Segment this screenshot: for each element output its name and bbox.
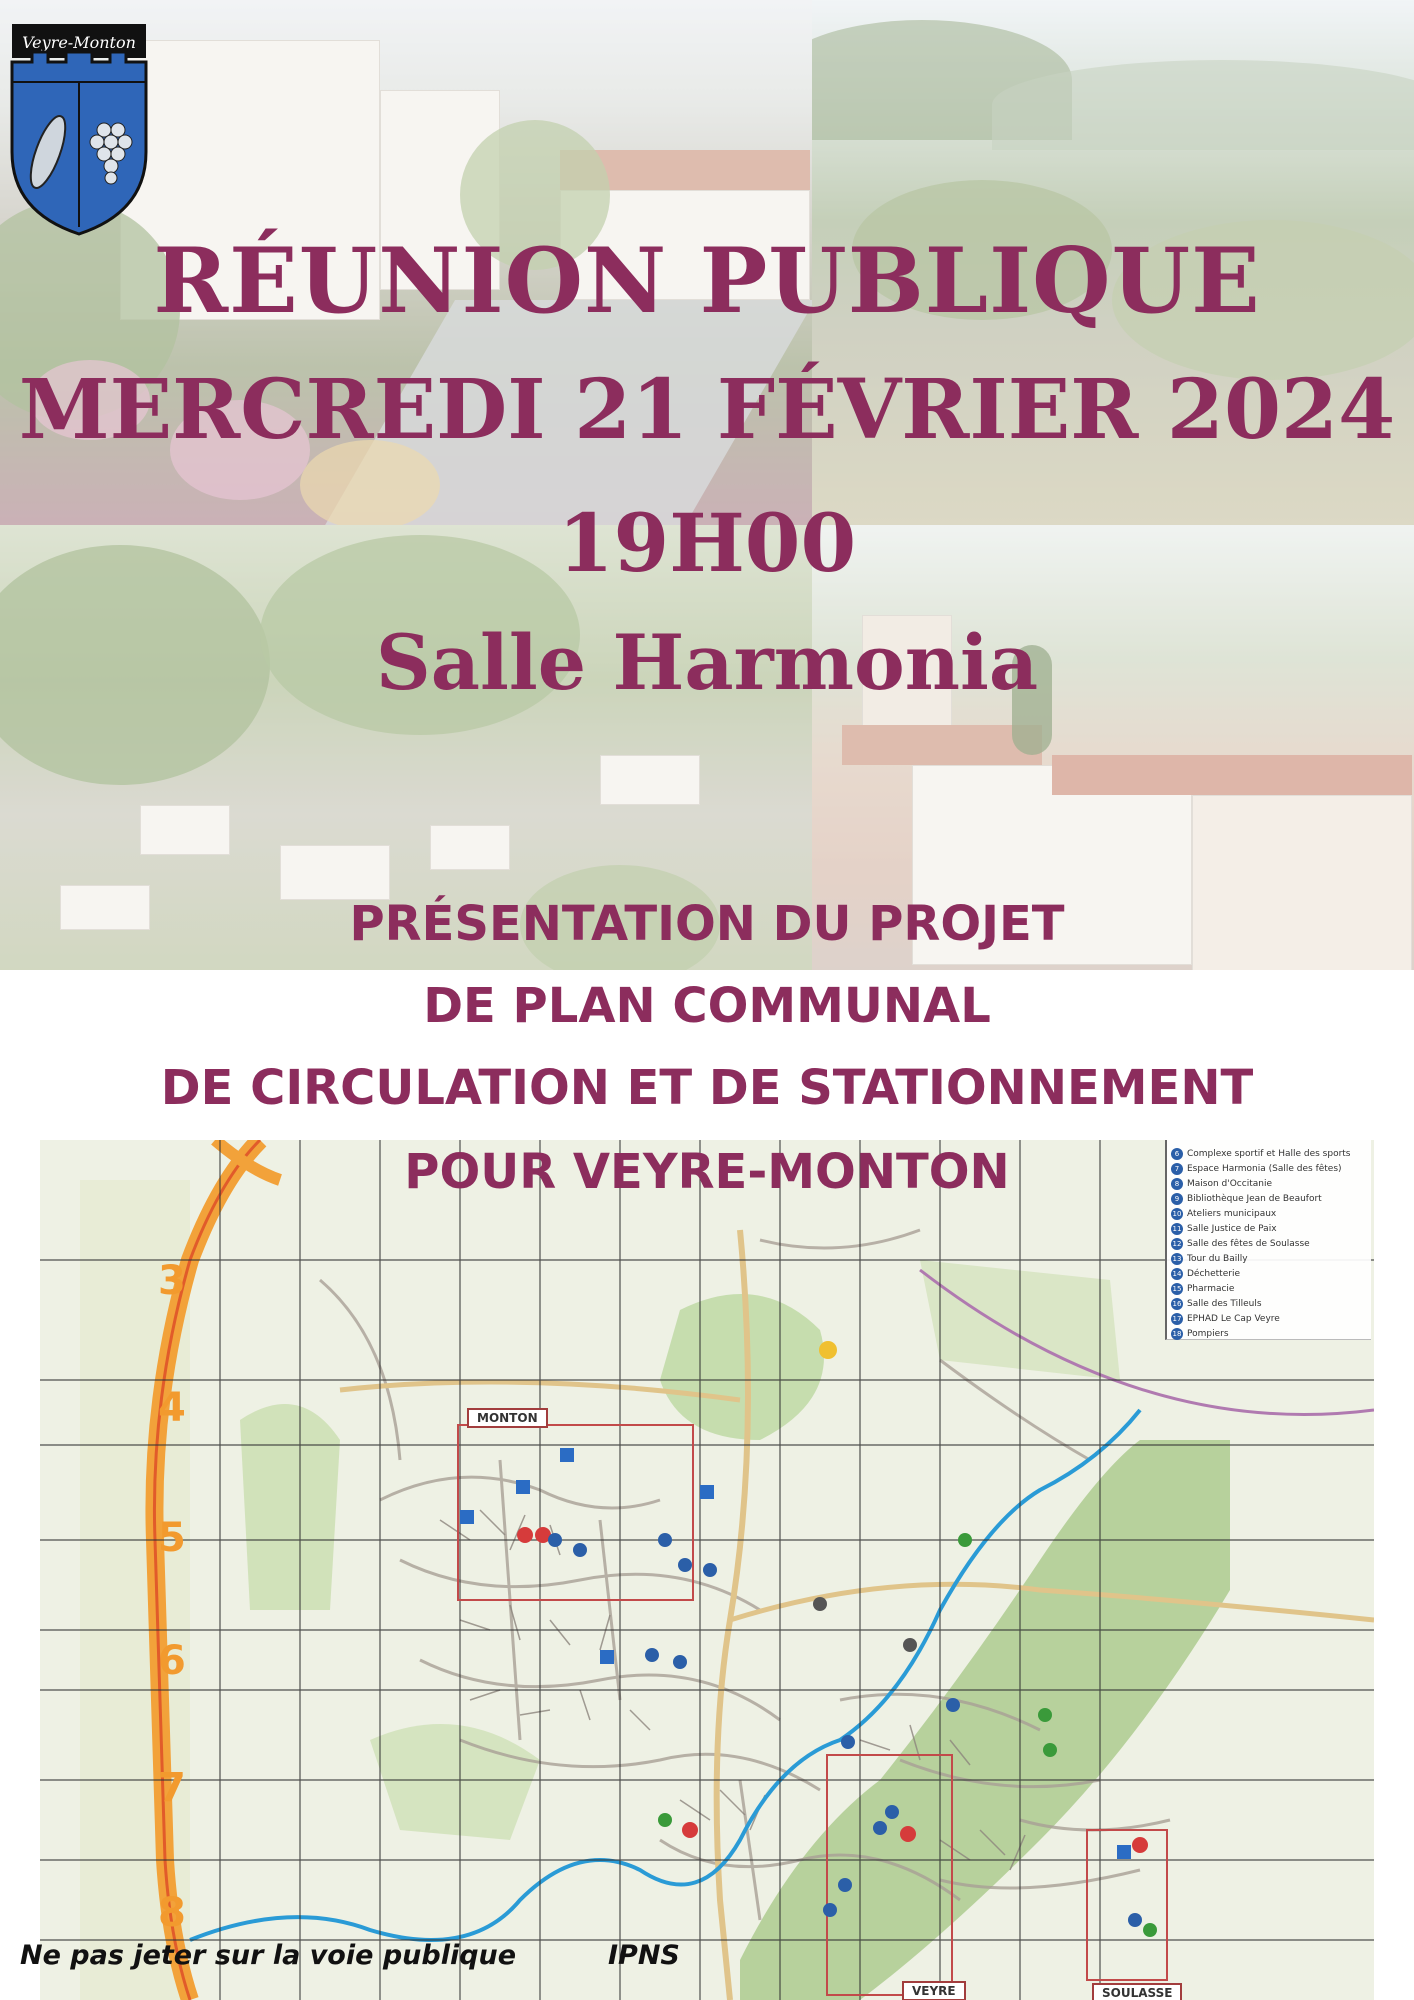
legend-item: 8 Maison d'Occitanie (1171, 1176, 1367, 1191)
map-row-number: 6 (158, 1638, 186, 1684)
legend-item: 17 EPHAD Le Cap Veyre (1172, 1313, 1280, 1324)
do-not-litter-notice: Ne pas jeter sur la voie publique (20, 1940, 517, 1971)
legend-item: 10 Ateliers municipaux (1172, 1208, 1277, 1219)
event-time: 19H00 (557, 496, 857, 590)
photo-collage (0, 0, 1414, 970)
event-date: MERCREDI 21 FÉVRIER 2024 (18, 362, 1396, 458)
legend-item: 11 Salle Justice de Paix (1172, 1223, 1277, 1234)
map-row-number: 4 (158, 1385, 186, 1431)
map-label-monton: MONTON (467, 1408, 548, 1428)
legend-item: 6 Complexe sportif et Halle des sports (1171, 1146, 1367, 1161)
town-crest (8, 22, 150, 236)
map-row-number: 8 (158, 1890, 186, 1936)
legend-item: 13 Tour du Bailly (1172, 1253, 1248, 1264)
subtitle-line-3: DE CIRCULATION ET DE STATIONNEMENT (160, 1060, 1254, 1116)
subtitle-line-1: PRÉSENTATION DU PROJET (349, 896, 1065, 952)
subtitle-line-2: DE PLAN COMMUNAL (423, 978, 991, 1034)
ipns-notice: IPNS (608, 1940, 680, 1971)
map-label-soulasse: SOULASSE (1092, 1983, 1182, 2000)
legend-item: 16 Salle des Tilleuls (1172, 1298, 1262, 1309)
legend-item: 9 Bibliothèque Jean de Beaufort (1171, 1191, 1367, 1206)
subtitle-line-4: POUR VEYRE-MONTON (404, 1144, 1010, 1200)
map-row-number: 3 (158, 1258, 186, 1304)
map-row-number: 7 (158, 1765, 186, 1811)
legend-item: 12 Salle des fêtes de Soulasse (1172, 1238, 1310, 1249)
event-title: RÉUNION PUBLIQUE (153, 228, 1261, 334)
legend-item: 15 Pharmacie (1172, 1283, 1235, 1294)
map-label-veyre: VEYRE (902, 1981, 966, 2000)
legend-item: 14 Déchetterie (1172, 1268, 1240, 1279)
event-venue: Salle Harmonia (375, 618, 1039, 707)
map-row-number: 5 (158, 1515, 186, 1561)
legend-item: 7 Espace Harmonia (Salle des fêtes) (1171, 1161, 1367, 1176)
crest-label: Veyre-Monton (22, 33, 136, 52)
legend-item: 18 Pompiers (1172, 1328, 1229, 1339)
